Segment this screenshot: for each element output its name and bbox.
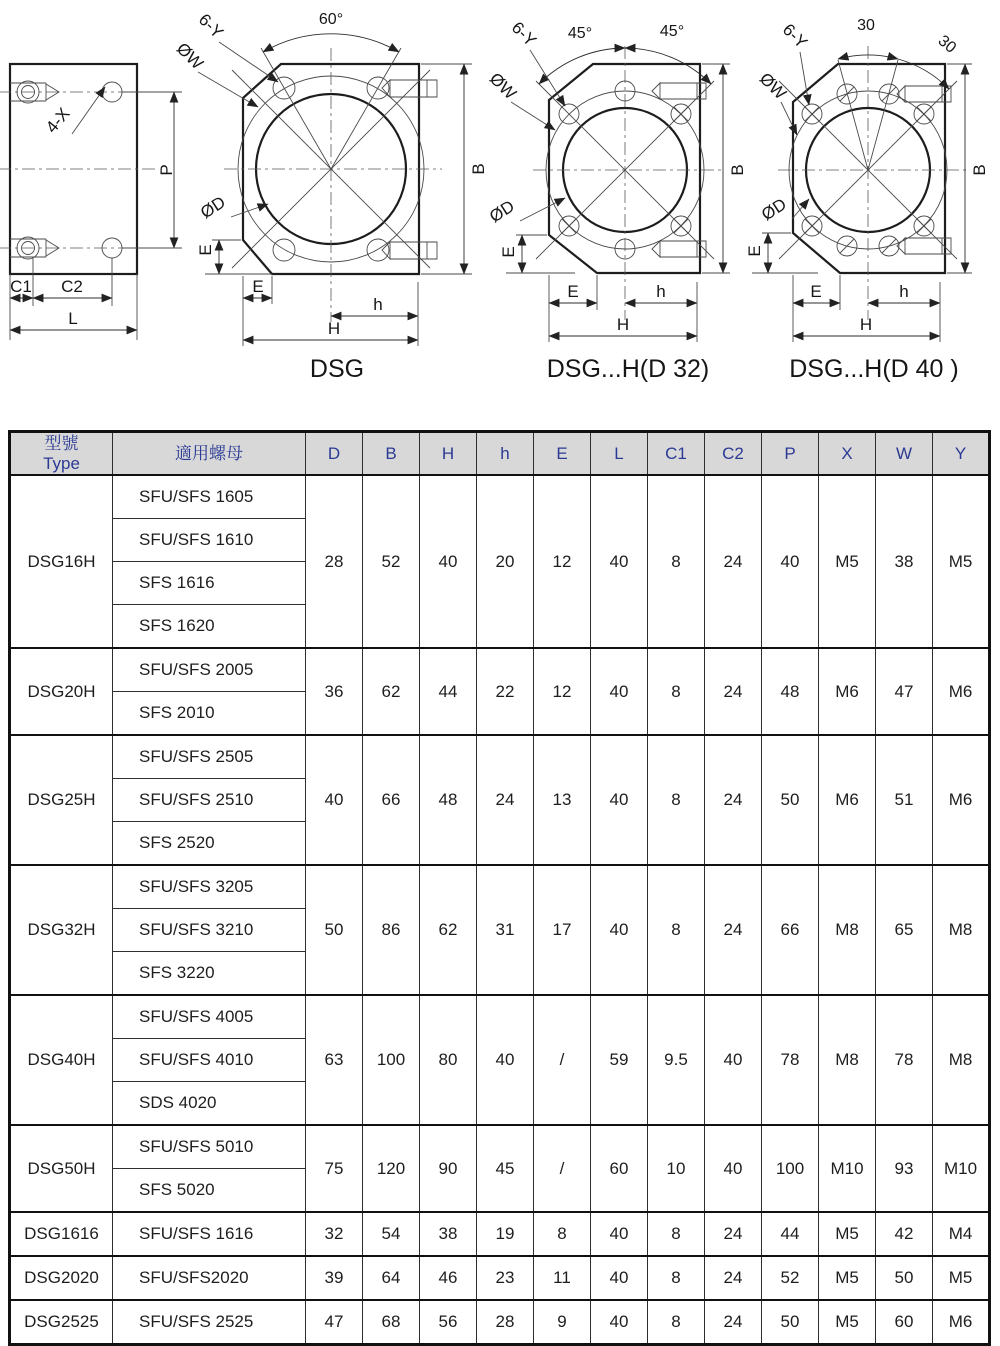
value-cell: 24 [477, 735, 534, 865]
nut-cell: SFU/SFS 1605 [113, 475, 306, 519]
value-cell: 60 [591, 1125, 648, 1212]
value-cell: 68 [363, 1300, 420, 1345]
value-cell: 93 [876, 1125, 933, 1212]
value-cell: 40 [591, 1300, 648, 1345]
value-cell: 90 [420, 1125, 477, 1212]
dsg-dim-h-small: h [373, 295, 383, 314]
side-dim-l: L [68, 309, 78, 328]
d40-angle-right: 30 [934, 32, 960, 57]
value-cell: 17 [534, 865, 591, 995]
value-cell: 50 [762, 1300, 819, 1345]
header-dim-l: L [591, 432, 648, 476]
value-cell: 44 [420, 648, 477, 735]
d32-hole-callout: 6-Y [507, 18, 540, 51]
d40-dim-e-side: E [745, 245, 764, 257]
value-cell: 120 [363, 1125, 420, 1212]
value-cell: M5 [819, 475, 876, 648]
header-dim-c2: C2 [705, 432, 762, 476]
value-cell: 66 [762, 865, 819, 995]
value-cell: M5 [933, 475, 990, 648]
type-cell: DSG50H [10, 1125, 113, 1212]
value-cell: 11 [534, 1256, 591, 1300]
type-cell: DSG1616 [10, 1212, 113, 1256]
value-cell: 56 [420, 1300, 477, 1345]
value-cell: 51 [876, 735, 933, 865]
nut-cell: SFU/SFS 5010 [113, 1125, 306, 1169]
d40-dim-h-big: H [859, 315, 873, 334]
d32-bolt-circle-label: ØW [485, 69, 520, 104]
value-cell: 64 [363, 1256, 420, 1300]
value-cell: 40 [420, 475, 477, 648]
nut-cell: SFU/SFS 3210 [113, 909, 306, 952]
dsg-caption: DSG [309, 355, 365, 383]
d32-dim-h-big: H [616, 315, 630, 334]
header-dim-w: W [876, 432, 933, 476]
value-cell: 9.5 [648, 995, 705, 1125]
value-cell: 8 [648, 865, 705, 995]
dsg-angle-label: 60° [318, 11, 344, 28]
header-dim-c1: C1 [648, 432, 705, 476]
value-cell: 66 [363, 735, 420, 865]
nut-cell: SFS 1616 [113, 562, 306, 605]
value-cell: M6 [933, 1300, 990, 1345]
nut-cell: SFS 2010 [113, 692, 306, 736]
value-cell: 40 [591, 735, 648, 865]
table-body [10, 475, 990, 1345]
value-cell: 46 [420, 1256, 477, 1300]
value-cell: 40 [762, 475, 819, 648]
value-cell: 8 [648, 1212, 705, 1256]
value-cell: M6 [933, 735, 990, 865]
value-cell: 52 [363, 475, 420, 648]
value-cell: 54 [363, 1212, 420, 1256]
value-cell: 12 [534, 648, 591, 735]
d32-bore-label: ØD [486, 196, 518, 227]
value-cell: 12 [534, 475, 591, 648]
value-cell: 40 [477, 995, 534, 1125]
table-row [10, 995, 990, 1039]
value-cell: M5 [819, 1212, 876, 1256]
value-cell: 40 [591, 1256, 648, 1300]
type-cell: DSG2525 [10, 1300, 113, 1345]
value-cell: 24 [705, 1300, 762, 1345]
value-cell: 78 [876, 995, 933, 1125]
nut-cell: SFU/SFS 4005 [113, 995, 306, 1039]
value-cell: 32 [306, 1212, 363, 1256]
value-cell: 39 [306, 1256, 363, 1300]
header-dim-x: X [819, 432, 876, 476]
value-cell: M5 [933, 1256, 990, 1300]
nut-cell: SFS 1620 [113, 605, 306, 649]
dsg-dim-b: B [469, 163, 488, 175]
value-cell: 40 [591, 1212, 648, 1256]
header-type [10, 432, 113, 476]
d32-dim-e-bottom: E [567, 282, 579, 301]
value-cell: 31 [477, 865, 534, 995]
type-cell: DSG20H [10, 648, 113, 735]
nut-cell: SFS 2520 [113, 822, 306, 866]
value-cell: 40 [591, 865, 648, 995]
value-cell: 28 [477, 1300, 534, 1345]
value-cell: 40 [306, 735, 363, 865]
value-cell: 48 [762, 648, 819, 735]
d32-angle-left: 45° [567, 25, 593, 42]
value-cell: M6 [819, 735, 876, 865]
value-cell: 8 [648, 475, 705, 648]
d40-dim-e-bottom: E [810, 282, 822, 301]
table-row [10, 1256, 990, 1300]
value-cell: 59 [591, 995, 648, 1125]
nut-cell: SFU/SFS 2005 [113, 648, 306, 692]
dsg-front-view-drawing [173, 10, 488, 383]
table-header-row [10, 432, 990, 476]
value-cell: M8 [933, 865, 990, 995]
value-cell: 40 [591, 475, 648, 648]
value-cell: M8 [933, 995, 990, 1125]
header-dim-y: Y [933, 432, 990, 476]
table-row [10, 1125, 990, 1169]
dsg-bolt-circle-label: ØW [172, 39, 207, 74]
value-cell: 50 [876, 1256, 933, 1300]
d40-bolt-circle-label: ØW [755, 69, 790, 104]
value-cell: 8 [648, 1300, 705, 1345]
value-cell: 78 [762, 995, 819, 1125]
value-cell: 100 [762, 1125, 819, 1212]
table-row [10, 648, 990, 692]
nut-cell: SFU/SFS 2505 [113, 735, 306, 779]
value-cell: 24 [705, 1256, 762, 1300]
d40-caption: DSG...H(D 40 ) [789, 355, 959, 383]
value-cell: 8 [648, 648, 705, 735]
value-cell: 47 [876, 648, 933, 735]
nut-cell: SFS 3220 [113, 952, 306, 996]
d40-dim-h-small: h [899, 282, 909, 301]
table-row [10, 865, 990, 909]
value-cell: 60 [876, 1300, 933, 1345]
side-dim-p: P [157, 164, 176, 176]
value-cell: 10 [648, 1125, 705, 1212]
dsg-dim-e-side: E [196, 244, 215, 256]
type-cell: DSG25H [10, 735, 113, 865]
header-dim-b: B [363, 432, 420, 476]
dsg-dim-h-big: H [327, 319, 341, 338]
value-cell: 9 [534, 1300, 591, 1345]
value-cell: 100 [363, 995, 420, 1125]
nut-cell: SFU/SFS 4010 [113, 1039, 306, 1082]
value-cell: 24 [705, 865, 762, 995]
header-dim-h2: h [477, 432, 534, 476]
value-cell: 24 [705, 475, 762, 648]
value-cell: M6 [819, 648, 876, 735]
d32-dim-b: B [728, 164, 747, 176]
value-cell: 52 [762, 1256, 819, 1300]
value-cell: 8 [648, 1256, 705, 1300]
nut-cell: SFU/SFS 1610 [113, 519, 306, 562]
header-type-en: Type [43, 453, 80, 473]
value-cell: 42 [876, 1212, 933, 1256]
dsg-dim-e-bottom: E [252, 277, 264, 296]
dsg-hole-callout: 6-Y [194, 10, 227, 43]
value-cell: 50 [306, 865, 363, 995]
value-cell: M5 [819, 1256, 876, 1300]
value-cell: 38 [420, 1212, 477, 1256]
header-nut: 適用螺母 [113, 432, 306, 476]
nut-cell: SFU/SFS 1616 [113, 1212, 306, 1256]
value-cell: 65 [876, 865, 933, 995]
side-view-drawing [0, 64, 182, 340]
nut-cell: SFU/SFS 3205 [113, 865, 306, 909]
d32-angle-right: 45° [659, 23, 685, 40]
d40-hole-callout: 6-Y [778, 20, 811, 53]
value-cell: M4 [933, 1212, 990, 1256]
header-dim-d: D [306, 432, 363, 476]
value-cell: 38 [876, 475, 933, 648]
d40-bore-label: ØD [758, 194, 790, 225]
value-cell: 86 [363, 865, 420, 995]
value-cell: 80 [420, 995, 477, 1125]
value-cell: 40 [591, 648, 648, 735]
value-cell: 75 [306, 1125, 363, 1212]
value-cell: 44 [762, 1212, 819, 1256]
dimension-table [8, 430, 991, 1346]
value-cell: 8 [648, 735, 705, 865]
dsg-bore-label: ØD [197, 192, 229, 223]
table-row [10, 735, 990, 779]
value-cell: 28 [306, 475, 363, 648]
table-row [10, 1212, 990, 1256]
value-cell: 45 [477, 1125, 534, 1212]
value-cell: 23 [477, 1256, 534, 1300]
value-cell: 50 [762, 735, 819, 865]
value-cell: 22 [477, 648, 534, 735]
value-cell: 40 [705, 1125, 762, 1212]
nut-cell: SDS 4020 [113, 1082, 306, 1126]
value-cell: M6 [933, 648, 990, 735]
value-cell: / [534, 1125, 591, 1212]
header-dim-e: E [534, 432, 591, 476]
d40-angle-left: 30 [857, 17, 875, 34]
value-cell: 62 [420, 865, 477, 995]
table-row [10, 1300, 990, 1345]
value-cell: 36 [306, 648, 363, 735]
value-cell: M10 [819, 1125, 876, 1212]
side-dim-c1: C1 [10, 277, 32, 296]
d32-caption: DSG...H(D 32) [546, 355, 710, 383]
type-cell: DSG2020 [10, 1256, 113, 1300]
d32-dim-e-side: E [499, 246, 518, 258]
nut-cell: SFU/SFS 2510 [113, 779, 306, 822]
dsg-h-d32-drawing [486, 18, 747, 383]
value-cell: 20 [477, 475, 534, 648]
value-cell: M5 [819, 1300, 876, 1345]
nut-cell: SFU/SFS2020 [113, 1256, 306, 1300]
value-cell: M8 [819, 865, 876, 995]
technical-drawings [0, 0, 1000, 430]
value-cell: 8 [534, 1212, 591, 1256]
value-cell: M8 [819, 995, 876, 1125]
value-cell: / [534, 995, 591, 1125]
value-cell: 24 [705, 1212, 762, 1256]
value-cell: M10 [933, 1125, 990, 1212]
value-cell: 24 [705, 735, 762, 865]
value-cell: 48 [420, 735, 477, 865]
type-cell: DSG16H [10, 475, 113, 648]
value-cell: 62 [363, 648, 420, 735]
header-dim-p: P [762, 432, 819, 476]
header-type-cn: 型號 [44, 433, 79, 453]
table-row [10, 475, 990, 519]
dsg-h-d40-drawing [745, 17, 989, 383]
d32-dim-h-small: h [656, 282, 666, 301]
value-cell: 19 [477, 1212, 534, 1256]
type-cell: DSG32H [10, 865, 113, 995]
value-cell: 47 [306, 1300, 363, 1345]
type-cell: DSG40H [10, 995, 113, 1125]
side-hole-callout: 4-X [42, 104, 74, 137]
nut-cell: SFS 5020 [113, 1169, 306, 1213]
d40-dim-b: B [970, 164, 989, 176]
value-cell: 24 [705, 648, 762, 735]
value-cell: 13 [534, 735, 591, 865]
value-cell: 40 [705, 995, 762, 1125]
nut-cell: SFU/SFS 2525 [113, 1300, 306, 1345]
side-dim-c2: C2 [61, 277, 83, 296]
header-dim-h: H [420, 432, 477, 476]
value-cell: 63 [306, 995, 363, 1125]
